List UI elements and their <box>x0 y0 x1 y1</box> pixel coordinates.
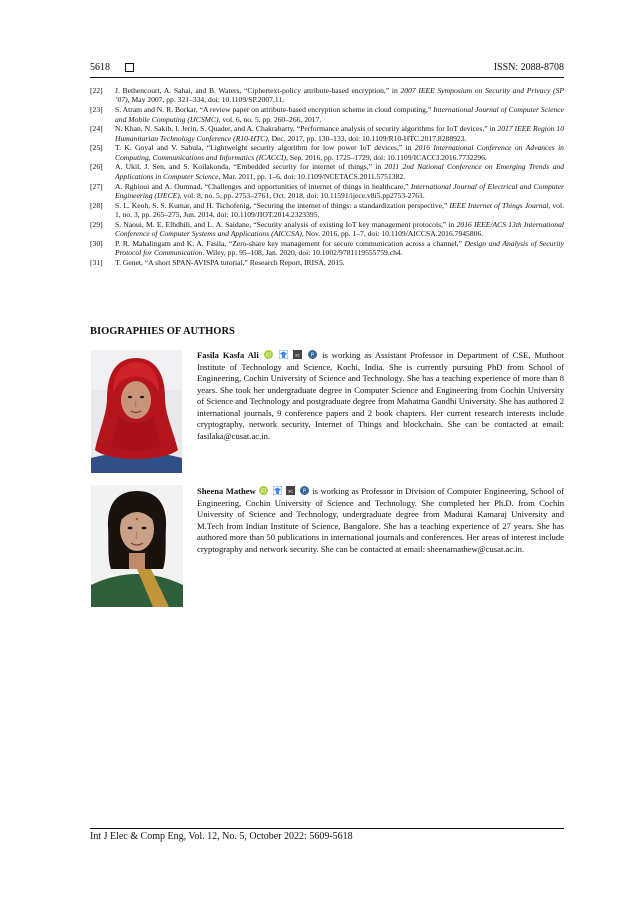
reference-text: A. Rghioui and A. Oumnad, “Challenges and opportunities of internet of things in healthcare,” International Journal of Electrical and Computer Engineering (IJECE), vol. 8, no. 5, pp. 2753–2761, Oct. 2018, doi: 10.11591/ijece.v8i5.pp2753-2761. <box>115 181 564 200</box>
issn-label: ISSN: 2088-8708 <box>493 62 564 73</box>
running-header <box>90 62 564 76</box>
svg-text:iD: iD <box>260 488 267 495</box>
reference-text: S. L. Keoh, S. S. Kumar, and H. Tschofenig, “Securing the internet of things: a standardization perspective,” IEEE Internet of Things Journal, vol. 1, no. 3, pp. 265–275, Jun. 2014, doi: 10.1109/JIOT.2014.2323395. <box>115 200 564 220</box>
reference-item <box>90 182 564 201</box>
reference-number: [24] <box>90 124 103 134</box>
google-scholar-icon[interactable] <box>273 486 282 495</box>
reference-item <box>90 124 564 143</box>
publons-icon[interactable] <box>300 486 309 495</box>
svg-text:sc: sc <box>288 489 294 495</box>
header-divider <box>90 77 564 78</box>
reference-text: A. Ukil, J. Sen, and S. Koilakonda, “Embedded security for internet of things,” in 2011 2nd National Conference on Emerging Trends and Applications in Computer Science, Mar. 2011, pp. 1–6, doi: 10.1109/NCETACS.2011.5751382. <box>115 162 564 181</box>
author-name: Fasila Kasfa Ali <box>197 350 259 360</box>
footer-citation: Int J Elec & Comp Eng, Vol. 12, No. 5, October 2022: 5609-5618 <box>90 831 353 842</box>
author-bio-text: is working as Assistant Professor in Department of CSE, Muthoot Institute of Technology and Science, Kochi, India. She is currently pursuing PhD from School of Engineering, Cochin University of Science and Technology. She has a teaching experience of more than 8 years. She took her undergraduate degree in Computer Science and Engineering from Cochin University of Science and Technology and postgraduate degree from Mahatma Gandhi University. She has authored 2 international journals, 9 conference papers and 2 book chapters. Her current research interests include cryptography, network security, Internet of Things and blockchain. She can be contacted at email: fasilaka@cusat.ac.in. <box>197 350 565 441</box>
reference-item <box>90 143 564 162</box>
reference-item <box>90 162 564 181</box>
reference-text: T. Genet, “A short SPAN-AVISPA tutorial,” Research Report, IRISA, 2015. <box>115 257 345 267</box>
svg-text:iD: iD <box>265 352 271 359</box>
google-scholar-icon[interactable] <box>279 350 288 359</box>
author-photo-fasila <box>91 350 182 473</box>
author-bio-sheena <box>197 486 564 555</box>
section-heading: BIOGRAPHIES OF AUTHORS <box>90 326 235 337</box>
author-bio-text: is working as Professor in Division of Computer Engineering, School of Engineering, Cochin University of Science and Technology. She completed her Ph.D. from Cochin University of Science and Technology, undergraduate degree from Madurai Kamaraj University and M.Tech from Indian Institute of Science, Bangalore. She has a teaching experience of 27 years. She has authored more than 50 publications in international journals and conferences. Her areas of interest include cryptography and network security. She can be contacted at email: sheenamathew@cusat.ac.in. <box>197 486 564 554</box>
author-name: Sheena Mathew <box>197 486 256 496</box>
reference-number: [25] <box>90 143 103 153</box>
scopus-icon[interactable] <box>293 350 302 359</box>
reference-item <box>90 220 564 239</box>
reference-item <box>90 239 564 258</box>
reference-item <box>90 258 564 267</box>
author-bio-fasila <box>197 350 564 442</box>
svg-text:sc: sc <box>295 353 301 359</box>
reference-number: [28] <box>90 200 103 210</box>
reference-text: J. Bethencourt, A. Sahai, and B. Waters, “Ciphertext-policy attribute-based encryption,” in 2007 IEEE Symposium on Security and Privacy (SP ’07), May 2007, pp. 321–334, doi: 10.1109/SP.2007.11. <box>115 86 565 105</box>
square-bullet-icon <box>125 63 134 72</box>
reference-number: [30] <box>90 238 103 248</box>
scopus-icon[interactable] <box>286 486 295 495</box>
reference-text: N. Khan, N. Sakib, I. Jerin, S. Quader, and A. Chakrabarty, “Performance analysis of security algorithms for IoT devices,” in 2017 IEEE Region 10 Humanitarian Technology Conference (R10-HTC), Dec. 2017, pp. 130–133, doi: 10.1109/R10-HTC.2017.8288923. <box>115 124 565 143</box>
orcid-icon[interactable] <box>259 486 268 495</box>
reference-text: T. K. Goyal and V. Sahula, “Lightweight security algorithm for low power IoT devices,” in 2016 International Conference on Advances in Computing, Communications and Informatics (ICACCI), Sep. 2016, pp. 1725–1729, doi: 10.1109/ICACCI.2016.7732296. <box>115 143 564 162</box>
reference-item <box>90 105 564 124</box>
orcid-icon[interactable] <box>264 350 273 359</box>
page-number: 5618 <box>90 62 110 73</box>
reference-text: P. R. Mahalingam and K. A. Fasila, “Zero-share key management for secure communication across a channel,” Design and Analysis of Security Protocol for Communication. Wiley, pp. 95–108, Jan. 2020, doi: 10.1002/9781119555759.ch4. <box>115 238 564 258</box>
reference-number: [27] <box>90 181 103 191</box>
footer-divider <box>90 828 564 829</box>
reference-number: [29] <box>90 219 103 229</box>
reference-text: S. Atram and N. R. Borkar, “A review paper on attribute-based encryption scheme in cloud computing,” International Journal of Computer Science and Mobile Computing (IJCSMC), vol. 6, no. 5, pp. 260–266, 2017. <box>115 105 564 124</box>
reference-number: [22] <box>90 86 103 95</box>
reference-text: S. Naoui, M. E. Elhdhili, and L. A. Saidane, “Security analysis of existing IoT key management protocols,” in 2016 IEEE/ACS 13th International Conference of Computer Systems and Applications (AICCSA), Nov. 2016, pp. 1–7, doi: 10.1109/AICCSA.2016.7945806. <box>115 219 564 239</box>
reference-item <box>90 201 564 220</box>
reference-number: [31] <box>90 257 103 267</box>
reference-number: [26] <box>90 162 103 172</box>
reference-list <box>90 86 564 268</box>
publons-icon[interactable] <box>308 350 317 359</box>
reference-number: [23] <box>90 105 103 115</box>
svg-text:P: P <box>311 352 315 359</box>
reference-item <box>90 86 564 105</box>
author-photo-sheena <box>91 485 183 607</box>
svg-text:P: P <box>302 488 306 495</box>
